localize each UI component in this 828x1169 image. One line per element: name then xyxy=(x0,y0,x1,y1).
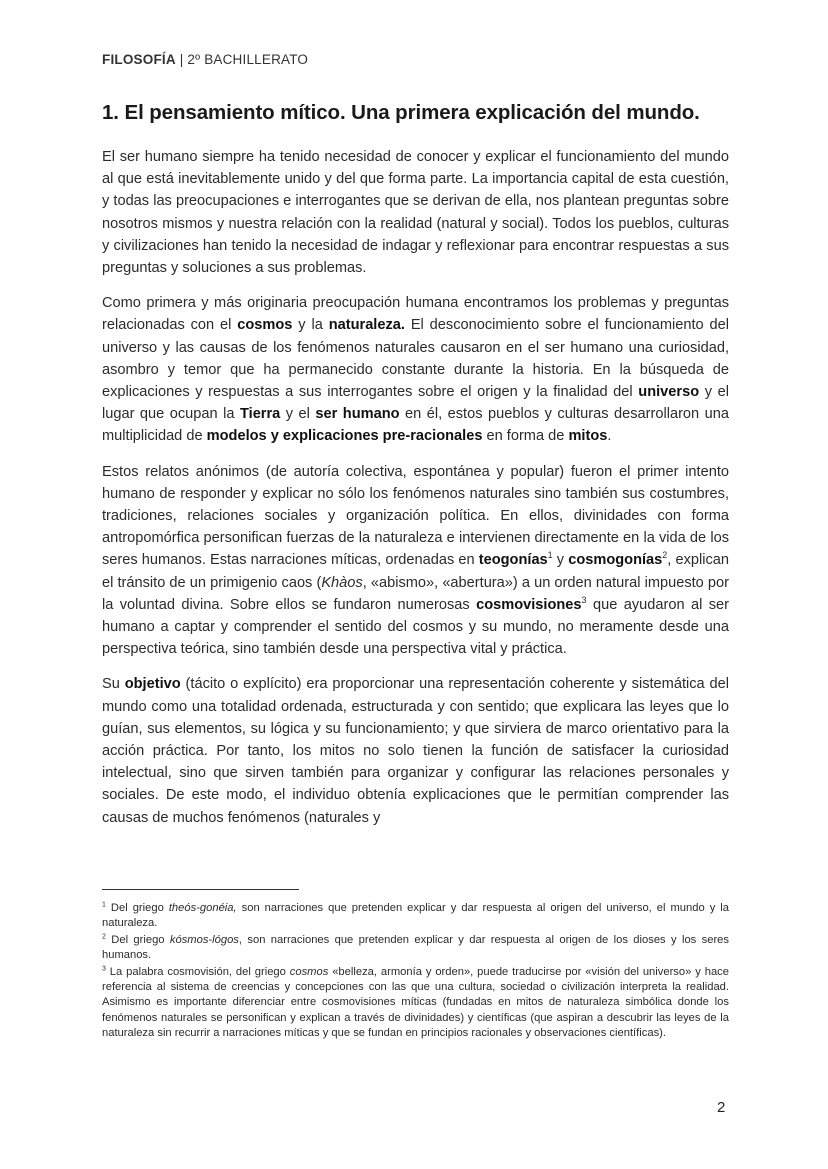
footnote-number: 3 xyxy=(102,964,106,972)
bold-term: naturaleza. xyxy=(328,317,405,334)
footnote-2 xyxy=(102,933,729,964)
footnote-number: 2 xyxy=(102,933,106,941)
bold-term: teogonías xyxy=(478,552,548,569)
footnote-ref-1[interactable]: 1 xyxy=(547,550,553,561)
header-separator: | xyxy=(175,52,188,67)
page-number: 2 xyxy=(717,1099,726,1116)
text-run: que ayudaron al ser humano a captar y comprender el sentido del cosmos y su mundo, no meramente desde una perspectiva teórica, sino también desde una perspectiva vital y práctica. xyxy=(102,596,729,658)
header-course: 2º BACHILLERATO xyxy=(187,52,309,67)
text-run: y xyxy=(552,552,569,569)
paragraph-1 xyxy=(102,146,729,279)
bold-term: Tierra xyxy=(239,406,281,423)
text-run: , son narraciones que pretenden explicar y dar respuesta al origen de los dioses y los seres humanos. xyxy=(102,933,729,962)
bold-term: cosmovisiones xyxy=(476,596,582,613)
text-run: , «abismo», «abertura») a un orden natural impuesto por la voluntad divina. Sobre ellos se fundaron numerosas xyxy=(102,574,729,613)
bold-term: modelos y explicaciones pre-racionales xyxy=(206,428,483,445)
paragraph-3 xyxy=(102,461,729,661)
bold-term: cosmos xyxy=(237,317,293,334)
text-run: y el xyxy=(280,406,316,423)
bold-term: ser humano xyxy=(315,406,400,423)
section-title: 1. El pensamiento mítico. Una primera explicación del mundo. xyxy=(102,101,700,124)
footnote-1 xyxy=(102,901,729,932)
text-run: Como primera y más originaria preocupación humana encontramos los problemas y preguntas relacionadas con el xyxy=(102,295,729,334)
text-run: son narraciones que pretenden explicar y dar respuesta al origen del universo, el mundo y la naturaleza. xyxy=(102,902,729,930)
footnotes xyxy=(102,901,729,1043)
text-run: Del griego xyxy=(105,902,169,914)
text-run: y la xyxy=(292,317,329,334)
text-run: . xyxy=(607,428,612,445)
footnote-divider xyxy=(102,889,299,890)
italic-term: kósmos-lógos xyxy=(169,933,239,946)
text-run: Del griego xyxy=(105,933,170,946)
italic-term: Khàos xyxy=(321,574,363,591)
paragraph-4 xyxy=(102,673,729,828)
paragraph-2 xyxy=(102,292,729,447)
italic-term: theós-gonéia, xyxy=(168,902,237,914)
header-subject: FILOSOFÍA xyxy=(102,52,176,67)
italic-term: cosmos xyxy=(289,965,329,978)
body-text xyxy=(102,146,729,842)
text-run: (tácito o explícito) era proporcionar una representación coherente y sistemática del mundo como una totalidad ordenada, estructurada y con sentido; que explicara las leyes que lo guían, sus elementos, su lógica y su funcionamiento; y que sirviera de marco orientativo para la acción práctica. Por tanto, los mitos no solo tienen la función de satisfacer la curiosidad intelectual, sino que sirven también para organizar y configurar las relaciones personales y sociales. De este modo, el individuo obtenía explicaciones que le permitían comprender las causas de muchos fenómenos (naturales y xyxy=(102,676,729,826)
footnote-ref-2[interactable]: 2 xyxy=(662,550,668,561)
text-run: , explican el tránsito de un primigenio caos ( xyxy=(102,552,730,591)
text-run: La palabra cosmovisión, del griego xyxy=(105,965,290,978)
text-run: y el lugar que ocupan la xyxy=(102,384,730,423)
bold-term: objetivo xyxy=(124,676,181,693)
text-run: «belleza, armonía y orden», puede traducirse por «visión del universo» y hace referencia al sistema de creencias y concepciones con las que una cultura, sociedad o civilización interpreta la realidad. Asimismo es importante diferenciar entre cosmovisiones míticas (fundadas en mitos de naturaleza simbólica donde los fenómenos naturales se personifican y explican a través de divinidades) y científicas (que aspiran a descubrir las leyes de la naturaleza sin recurrir a narraciones míticas y que se fundan en principios racionales y observaciones científicas). xyxy=(102,965,729,1040)
footnote-3 xyxy=(102,965,729,1042)
footnote-number: 1 xyxy=(102,901,106,909)
text-run: Su xyxy=(102,676,125,693)
text-run: El ser humano siempre ha tenido necesidad de conocer y explicar el funcionamiento del mundo al que está inevitablemente unido y del que forma parte. La importancia capital de esta cuestión, y todas las preocupaciones e interrogantes que se derivan de ella, nos plantean preguntas sobre nosotros mismos y nuestra relación con la realidad (natural y social). Todos los pueblos, culturas y civilizaciones han tenido la necesidad de indagar y reflexionar para encontrar respuestas a sus preguntas y soluciones a sus problemas. xyxy=(102,149,729,277)
text-run: Estos relatos anónimos (de autoría colectiva, espontánea y popular) fueron el primer intento humano de responder y explicar no sólo los fenómenos naturales sino también sus costumbres, tradiciones, relaciones sociales y organización política. En ellos, divinidades con forma antropomórfica personifican fuerzas de la naturaleza e intervienen directamente en la vida de los seres humanos. Estas narraciones míticas, ordenadas en xyxy=(102,463,729,569)
running-header xyxy=(102,52,308,67)
text-run: en él, estos pueblos y culturas desarrollaron una multiplicidad de xyxy=(102,406,729,445)
bold-term: universo xyxy=(638,384,700,401)
bold-term: mitos xyxy=(568,428,608,445)
text-run: El desconocimiento sobre el funcionamiento del universo y las causas de los fenómenos naturales causaron en el ser humano una curiosidad, asombro y temor que ha permanecido constante durante la historia. En la búsqueda de explicaciones y respuestas a sus interrogantes sobre el origen y la finalidad del xyxy=(102,317,729,401)
footnote-ref-3[interactable]: 3 xyxy=(581,595,587,605)
text-run: en forma de xyxy=(482,428,569,445)
bold-term: cosmogonías xyxy=(568,552,663,569)
